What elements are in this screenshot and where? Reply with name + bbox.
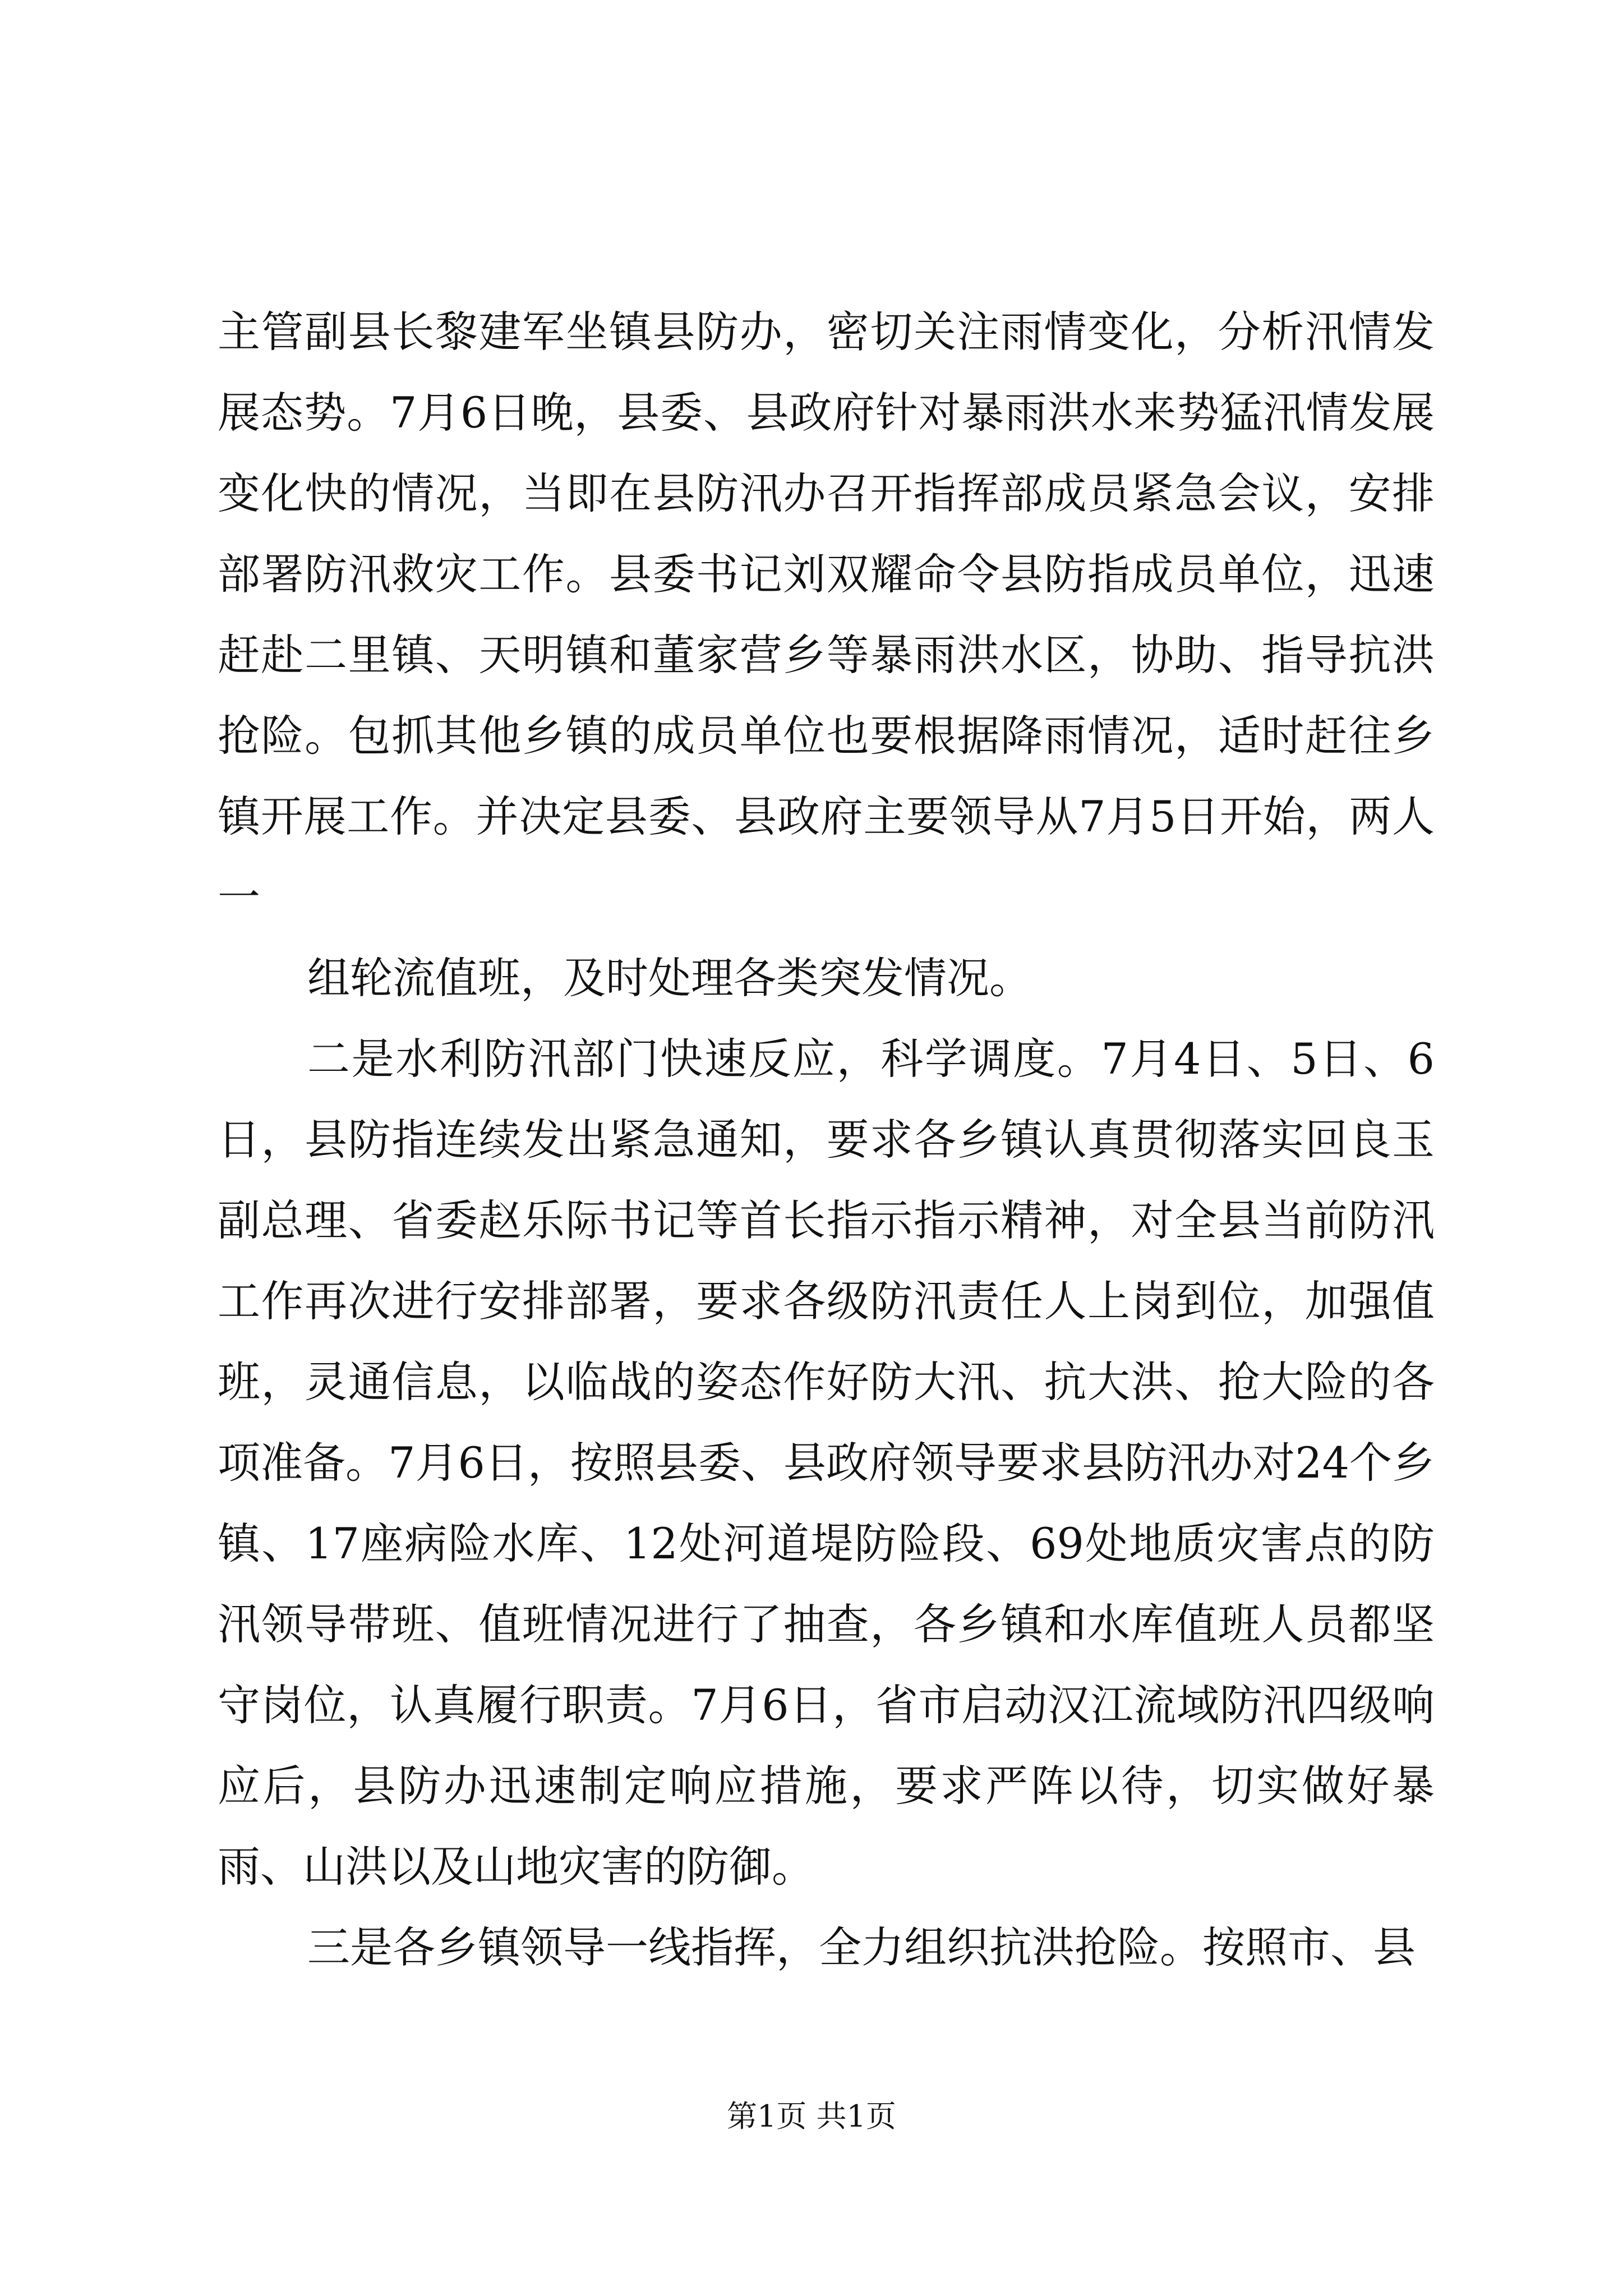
body-text [218, 292, 1435, 1988]
paragraph-continued: 主管副县长黎建军坐镇县防办，密切关注雨情变化，分析汛情发展态势。7月6日晚，县委、县政府针对暴雨洪水来势猛汛情发展变化快的情况，当即在县防汛办召开指挥部成员紧急会议，安排部署防汛救灾工作。县委书记刘双耀命令县防指成员单位，迅速赶赴二里镇、天明镇和董家营乡等暴雨洪水区，协助、指导抗洪抢险。包抓其他乡镇的成员单位也要根据降雨情况，适时赶往乡镇开展工作。并决定县委、县政府主要领导从7月5日开始，两人一 [218, 307, 1435, 922]
paragraph-duty-rotation: 组轮流值班，及时处理各类突发情况。 [307, 953, 1032, 1003]
page-footer: 第1页 共1页 [727, 2099, 896, 2134]
paragraph-township-leaders: 三是各乡镇领导一线指挥，全力组织抗洪抢险。按照市、县 [307, 1922, 1415, 1972]
paragraph-water-department: 二是水利防汛部门快速反应，科学调度。7月4日、5日、6日，县防指连续发出紧急通知，要求各乡镇认真贯彻落实回良玉副总理、省委赵乐际书记等首长指示指示精神，对全县当前防汛工作再次进行安排部署，要求各级防汛责任人上岗到位，加强值班，灵通信息，以临战的姿态作好防大汛、抗大洪、抢大险的各项准备。7月6日，按照县委、县政府领导要求县防汛办对24个乡镇、17座病险水库、12处河道堤防险段、69处地质灾害点的防汛领导带班、值班情况进行了抽查，各乡镇和水库值班人员都坚守岗位，认真履行职责。7月6日，省市启动汉江流域防汛四级响应后，县防办迅速制定响应措施，要求严阵以待，切实做好暴雨、山洪以及山地灾害的防御。 [218, 1034, 1435, 1892]
